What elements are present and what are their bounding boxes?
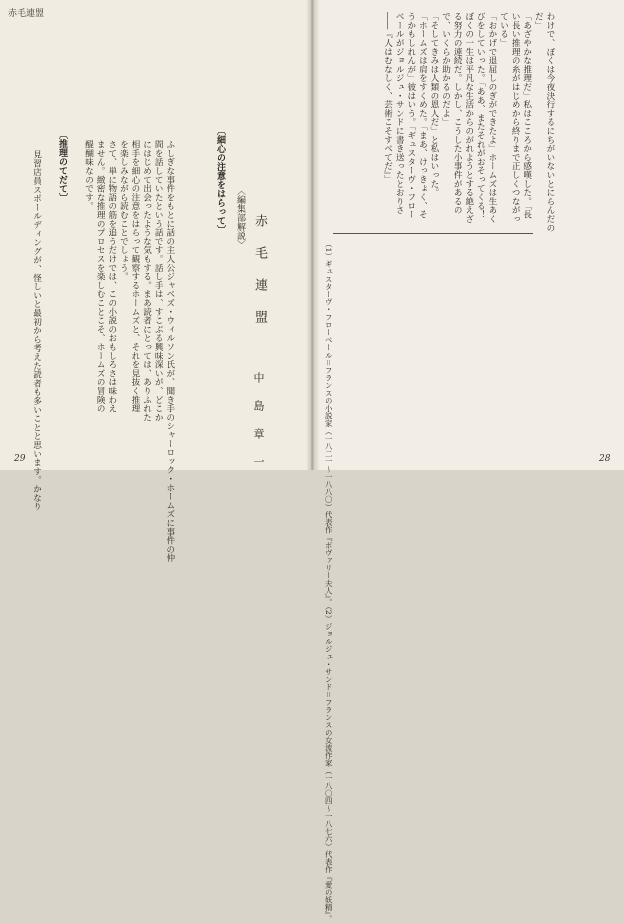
page-number-left: 29	[14, 454, 26, 464]
section-heading-1: 〔細心の注意をはらって〕	[215, 126, 225, 234]
story-title: 赤 毛 連 盟	[252, 214, 267, 325]
book-gutter	[306, 0, 320, 470]
running-header: 赤毛連盟	[8, 9, 45, 19]
commentary-label: 〈編集部解説〉	[235, 186, 245, 249]
left-page	[0, 0, 311, 563]
right-page	[313, 0, 624, 923]
page-number-right: 28	[599, 454, 611, 464]
section-heading-2: 〔推理のてだて〕	[57, 130, 67, 202]
author-name: 中 島 章 一	[252, 372, 265, 469]
section-body-2: 見習店員スポールディングが、怪しいと最初から考えた読者も多いことと思います。かなり	[31, 150, 42, 511]
footnote-divider	[333, 233, 533, 234]
section-body-1: ふしぎな事件をもとに話の主人公ジャベズ・ウィルソン氏が、聞き手のシャーロック・ホームズに事件の仲 間を話していたという話です。話し手は、すこぶる興味深いが、どこか にはじめて出会ったような気もする。まあ読者にとっては、ありふれた 相手を細心の注意をはらって観察するホームズと、それを見抜く推理 を楽しみながら読むことでしょう。 さて、単に物語の筋を追うだけでは、この小説のおもしろさは味わえ ません。緻密な推理のプロセスを楽しむことこそ、ホームズの冒険の 醍醐味なのです。	[83, 140, 175, 563]
story-text: わけで、ぼくは今夜決行するにちがいないとにらんだの だ」 「あざやかな推理だ」私はこころから感嘆した。「長 い長い推理の糸がはじめから終りまで正しくつながっ ている」 「おかげで退屈しのぎができたよ」ホームズは生あく びをしていった。「ああ、またそれがおそってくる！ ぼくの一生は平凡な生活からのがれようとする絶えざ る努力の連続だ。しかし、こうした小事件があるの で、いくらか助かるのだよ」 「そしてきみは人類の恩人だ」と私はいった。 「ホームズは肩をすくめた。「まあ、けっきょく、そ うかもしれんが」彼はいう。「ギュスターヴ・フロー ベールがジョルジュ・サンドに書き送ったとおりさ ――『人はむなしく、芸術こそすべてだ』」	[382, 12, 555, 232]
footnotes: （1）ギュスターヴ・フローベール＝フランスの小説家（一八二一〜一八八〇）代表作『ボヴァリー夫人』。（2）ジョルジュ・サンド＝フランスの女流作家（一八〇四〜一八七六）代表作『愛の妖精』。	[324, 240, 334, 923]
